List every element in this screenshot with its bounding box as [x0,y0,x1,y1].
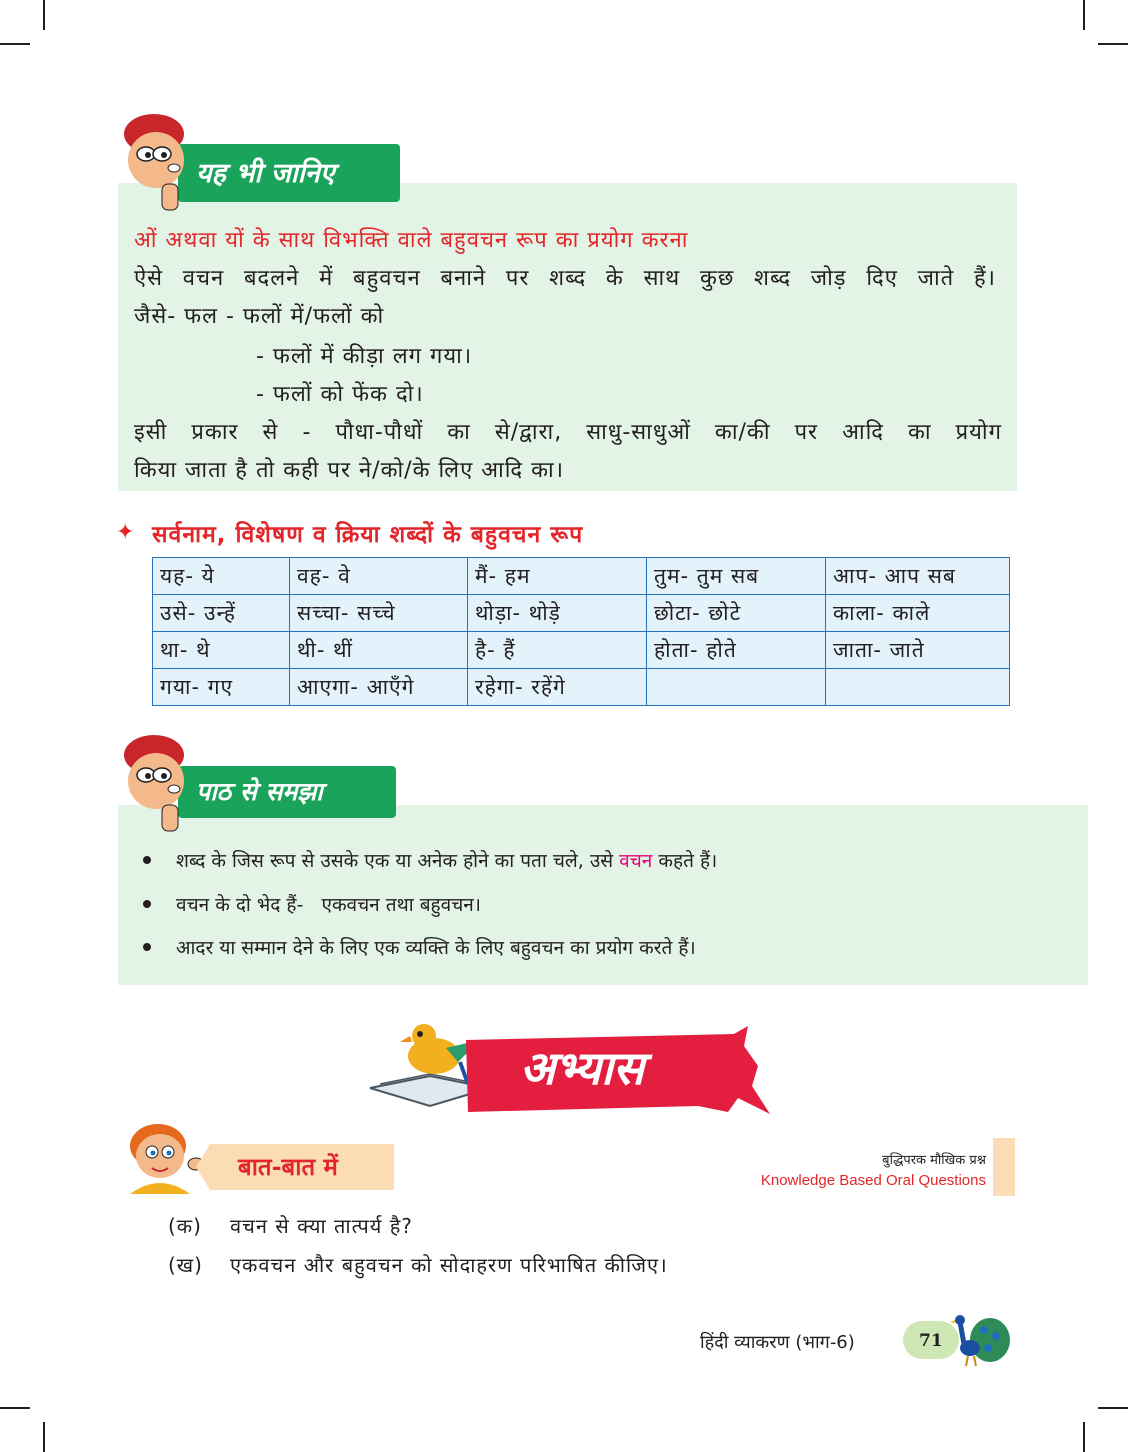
oral-questions-english-label: Knowledge Based Oral Questions [760,1172,986,1189]
boy-mascot-icon [116,112,196,218]
box1-line: ऐसे वचन बदलने में बहुवचन बनाने पर शब्द के साथ कुछ शब्द जोड़ दिए जाते हैं। [134,266,996,291]
table-cell [647,669,826,706]
table-cell: था- थे [153,632,290,669]
abhyas-title: अभ्यास [520,1041,644,1095]
table-row [153,595,1010,632]
crop-mark [0,43,30,45]
crop-mark [1083,1422,1085,1452]
tag-title: पाठ से समझा [196,777,323,806]
bullet-item: आदर या सम्मान देने के लिए एक व्यक्ति के लिए बहुवचन का प्रयोग करते हैं। [176,937,696,959]
crop-mark [1098,1407,1128,1409]
bullet-dot [143,900,151,908]
crop-mark [1098,43,1128,45]
table-cell: रहेगा- रहेंगे [468,669,647,706]
box1-line: किया जाता है तो कही पर ने/को/के लिए आदि का। [134,458,565,483]
box1-heading: ओं अथवा यों के साथ विभक्ति वाले बहुवचन रूप का प्रयोग करना [134,228,689,253]
tag-title: यह भी जानिए [196,158,335,189]
star-icon: ✦ [116,520,136,545]
question-label: (ख) [168,1253,203,1277]
bullet-item [176,847,717,873]
table-cell: तुम- तुम सब [647,558,826,595]
table-cell [826,669,1010,706]
box1-line: - फलों को फेंक दो। [256,382,424,407]
table-cell: वह- वे [290,558,468,595]
table-cell: मैं- हम [468,558,647,595]
table-cell: उसे- उन्हें [153,595,290,632]
crop-mark [43,1422,45,1452]
box1-line: इसी प्रकार से - पौधा-पौधों का से/द्वारा, साधु-साधुओं का/की पर आदि का प्रयोग [134,420,1002,445]
table-cell: आएगा- आएँगे [290,669,468,706]
table-row [153,632,1010,669]
plural-forms-table [152,557,1010,706]
section-heading: सर्वनाम, विशेषण व क्रिया शब्दों के बहुवचन रूप [152,522,584,548]
box1-line: जैसे- फल - फलों में/फलों को [134,304,385,329]
bullet-text: कहते हैं। [658,850,718,872]
crop-mark [0,1407,30,1409]
table-cell: थोड़ा- थोड़े [468,595,647,632]
table-cell: गया- गए [153,669,290,706]
tag-title: बात-बात में [238,1152,338,1181]
bullet-dot [143,943,151,951]
boy-mascot-icon [116,733,196,839]
bullet-text: शब्द के जिस रूप से उसके एक या अनेक होने का पता चले, उसे [176,850,614,872]
crop-mark [43,0,45,30]
crop-mark [1083,0,1085,30]
bullet-dot [143,856,151,864]
page-number: 71 [919,1331,943,1351]
table-cell: काला- काले [826,595,1010,632]
peacock-icon [948,1310,1012,1368]
question-text: वचन से क्या तात्पर्य है? [230,1214,413,1238]
table-cell: छोटा- छोटे [647,595,826,632]
table-row [153,669,1010,706]
table-row [153,558,1010,595]
table-cell: जाता- जाते [826,632,1010,669]
question-text: एकवचन और बहुवचन को सोदाहरण परिभाषित कीजिए। [230,1253,668,1277]
footer-book-title: हिंदी व्याकरण (भाग-6) [700,1332,855,1353]
table-cell: होता- होते [647,632,826,669]
table-cell: यह- ये [153,558,290,595]
box1-line: - फलों में कीड़ा लग गया। [256,344,473,369]
section-label-bar [993,1138,1015,1196]
highlight-term: वचन [619,850,653,872]
oral-questions-hindi-label: बुद्धिपरक मौखिक प्रश्न [882,1153,986,1168]
table-cell: है- हैं [468,632,647,669]
table-cell: आप- आप सब [826,558,1010,595]
table-cell: थी- थीं [290,632,468,669]
bullet-item: वचन के दो भेद हैं- एकवचन तथा बहुवचन। [176,894,482,916]
question-label: (क) [168,1214,202,1238]
table-cell: सच्चा- सच्चे [290,595,468,632]
